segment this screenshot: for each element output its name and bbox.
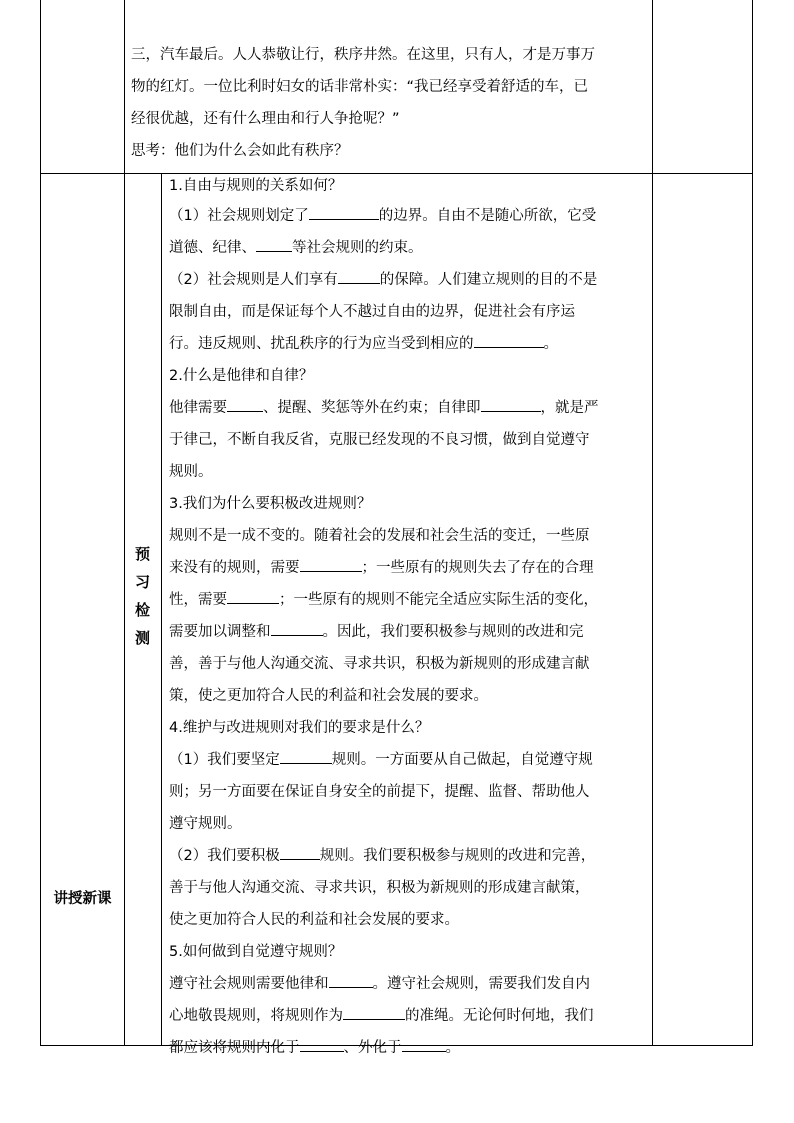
top-cell	[131, 42, 649, 164]
text: 。因此，我们要积极参与规则的改进和完	[322, 624, 584, 640]
q4-para-2	[169, 840, 649, 936]
text: 、外化于	[343, 1040, 402, 1056]
top-cell-line: 经很优越，还有什么理由和行人争抢呢？”	[131, 111, 400, 127]
fill-blank	[256, 236, 292, 252]
text: 使之更加符合人民的利益和社会发展的要求。	[169, 912, 459, 928]
text: 规则。我们要积极参与规则的改进和完善，	[319, 848, 596, 864]
fill-blank	[481, 396, 541, 412]
text: 规则。一方面要从自己做起，自觉遵守规	[331, 752, 593, 768]
text: （2）社会规则是人们享有	[169, 272, 338, 288]
text: ；一些原有的规则失去了存在的合理	[361, 560, 594, 576]
text: 需要加以调整和	[169, 624, 271, 640]
question-3-title: 3.我们为什么要积极改进规则？	[169, 496, 372, 512]
text: 于律己，不断自我反省，克服已经发现的不良习惯，做到自觉遵守	[169, 432, 590, 448]
subsection-label-char: 测	[134, 629, 150, 647]
table-border-right	[752, 0, 753, 1046]
fill-blank	[338, 268, 380, 284]
text: 规则。	[169, 464, 213, 480]
fill-blank	[343, 1004, 405, 1020]
subsection-label-char: 习	[134, 573, 150, 591]
question-1-title: 1.自由与规则的关系如何？	[169, 178, 343, 194]
text: ；一些原有的规则不能完全适应实际生活的变化，	[279, 592, 598, 608]
text: 、提醒、奖惩等外在约束；自律即	[263, 400, 481, 416]
fill-blank	[402, 1036, 446, 1052]
text: 性，需要	[169, 592, 227, 608]
subsection-label-char: 检	[134, 601, 150, 619]
text: 行。违反规则、扰乱秩序的行为应当受到相应的	[169, 336, 474, 352]
fill-blank	[227, 588, 279, 604]
text: 限制自由，而是保证每个人不越过自由的边界，促进社会有序运	[169, 304, 575, 320]
column-divider-1	[124, 0, 125, 1046]
fill-blank	[329, 972, 373, 988]
text: 。	[445, 1040, 460, 1056]
text: 规则不是一成不变的。随着社会的发展和社会生活的变迁，一些原	[169, 528, 590, 544]
text: 的准绳。无论何时何地，我们	[405, 1008, 594, 1024]
preview-check-content	[169, 172, 649, 1064]
q3-para	[169, 520, 649, 712]
text: 等社会规则的约束。	[292, 240, 423, 256]
text: （1）我们要坚定	[169, 752, 280, 768]
column-divider-3	[652, 0, 653, 1046]
section-label: 讲授新课	[53, 891, 112, 907]
text: 善，善于与他人沟通交流、寻求共识，积极为新规则的形成建言献	[169, 656, 590, 672]
text: 心地敬畏规则，将规则作为	[169, 1008, 343, 1024]
fill-blank	[474, 332, 544, 348]
top-cell-line: 物的红灯。一位比利时妇女的话非常朴实：“我已经享受着舒适的车，已	[131, 79, 589, 95]
text: 善于与他人沟通交流、寻求共识，积极为新规则的形成建言献策，	[169, 880, 590, 896]
fill-blank	[300, 556, 362, 572]
q5-para	[169, 968, 649, 1064]
text: 。遵守社会规则，需要我们发自内	[372, 976, 590, 992]
text: 他律需要	[169, 400, 227, 416]
text: 的边界。自由不是随心所欲，它受	[378, 208, 597, 224]
text: 来没有的规则，需要	[169, 560, 300, 576]
q1-para-2	[169, 264, 649, 360]
text: 。	[543, 336, 558, 352]
fill-blank	[300, 1036, 344, 1052]
text: 道德、纪律、	[169, 240, 256, 256]
question-5-title: 5.如何做到自觉遵守规则？	[169, 944, 343, 960]
column-divider-2	[161, 173, 162, 1046]
text: （1）社会规则划定了	[169, 208, 309, 224]
subsection-label	[124, 540, 161, 652]
text: 则；另一方面要在保证自身安全的前提下，提醒、监督、帮助他人	[169, 784, 590, 800]
fill-blank	[227, 396, 263, 412]
text: 遵守规则。	[169, 816, 242, 832]
subsection-label-char: 预	[134, 545, 150, 563]
text: （2）我们要积极	[169, 848, 280, 864]
text: 的保障。人们建立规则的目的不是	[379, 272, 598, 288]
question-2-title: 2.什么是他律和自律？	[169, 368, 314, 384]
question-4-title: 4.维护与改进规则对我们的要求是什么？	[169, 720, 430, 736]
q2-para	[169, 392, 649, 488]
text: 都应该将规则内化于	[169, 1040, 300, 1056]
fill-blank	[280, 844, 320, 860]
q1-para-1	[169, 200, 649, 264]
text: ，就是严	[540, 400, 599, 416]
fill-blank	[280, 748, 332, 764]
top-cell-line: 三，汽车最后。人人恭敬让行，秩序井然。在这里，只有人，才是万事万	[131, 47, 595, 63]
text: 遵守社会规则需要他律和	[169, 976, 329, 992]
text: 策，使之更加符合人民的利益和社会发展的要求。	[169, 688, 488, 704]
fill-blank	[309, 204, 379, 220]
q4-para-1	[169, 744, 649, 840]
fill-blank	[271, 620, 323, 636]
top-cell-line: 思考：他们为什么会如此有秩序？	[131, 143, 349, 159]
